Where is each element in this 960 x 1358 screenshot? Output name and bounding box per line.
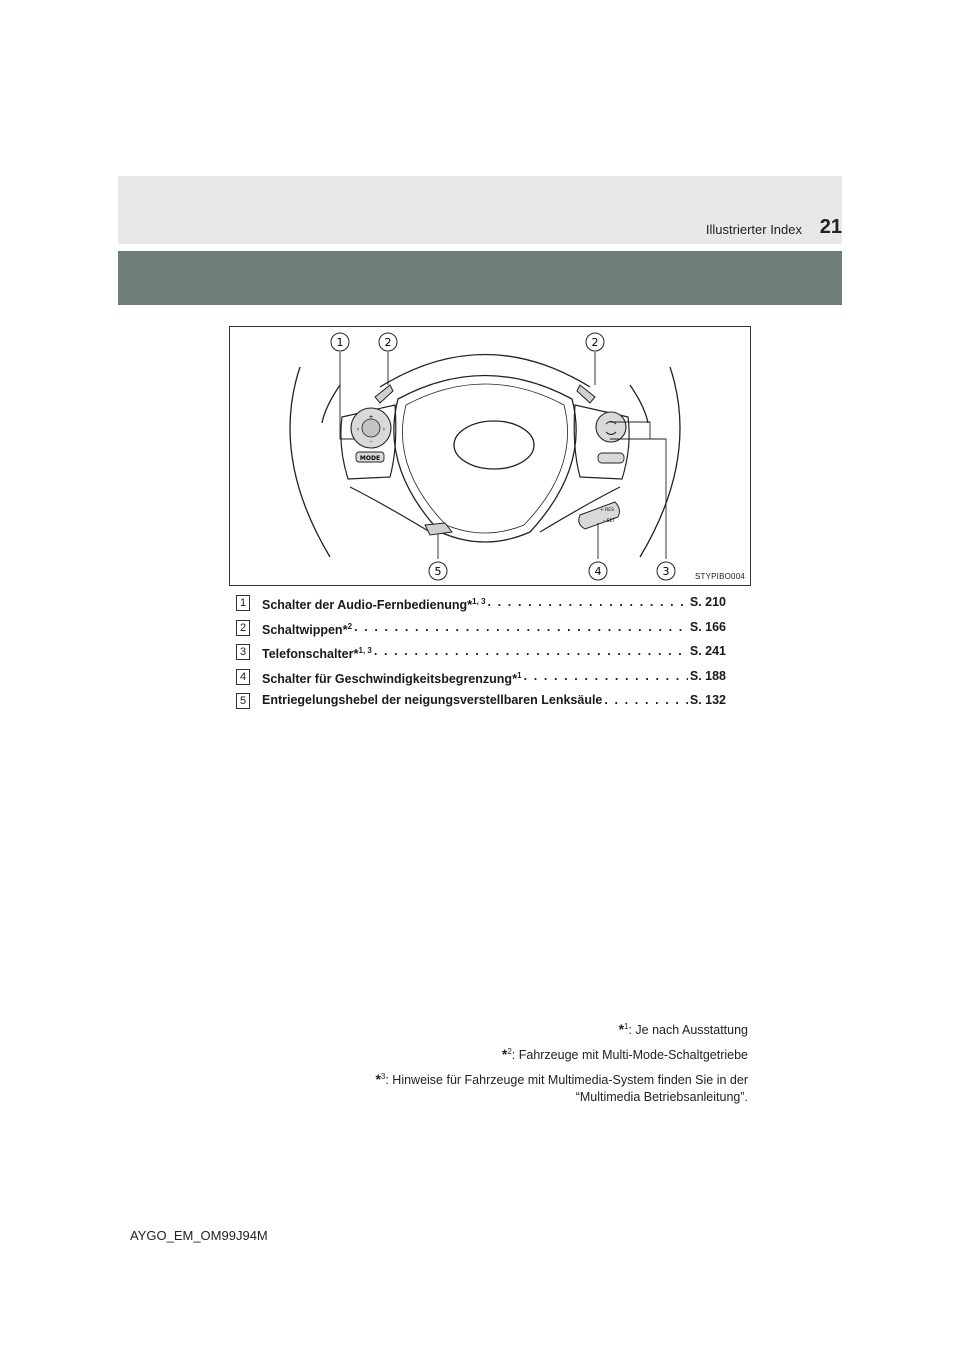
svg-text:3: 3 [662,565,670,578]
svg-text:2: 2 [591,336,599,349]
item-label: Schaltwippen [262,622,343,637]
figure-code: STYPIBO004 [694,572,745,581]
item-number: 5 [236,693,250,709]
callout-3 [657,562,675,580]
footnote-1: *$^1$: Je nach Ausstattung [618,1021,748,1038]
steering-wheel-illustration [230,327,750,585]
footnote-star: * [342,621,348,637]
list-item [236,668,726,693]
item-list [236,594,726,717]
section-title: Illustrierter Index [705,222,802,237]
svg-text:4: 4 [594,565,602,578]
leader-dots [524,668,688,687]
res-label: + RES [599,508,615,513]
set-label: – SET [602,519,616,524]
page-reference[interactable]: S. 166 [689,619,726,634]
footnotes [375,1018,748,1110]
footnote-star: * [467,597,473,613]
leader-dots [488,594,688,613]
item-number: 2 [236,620,250,636]
svg-text:+: + [368,414,374,421]
footnote-ref: 2 [347,621,353,631]
svg-text:2: 2 [384,336,392,349]
footnote-star: * [353,646,359,662]
leader-dots [354,619,688,638]
item-number: 1 [236,595,250,611]
callout-5 [429,562,447,580]
mode-button-label: MODE [359,455,381,462]
page-reference[interactable]: S. 188 [689,668,726,683]
svg-text:5: 5 [434,565,442,578]
list-item [236,594,726,619]
leader-dots [374,643,688,662]
footnote-2: *$^2$: Fahrzeuge mit Multi-Mode-Schaltgetriebe [501,1046,748,1063]
footnote-ref: 1, 3 [358,646,372,655]
svg-text:‹: ‹ [356,426,360,433]
item-label: Schalter der Audio-Fernbedienung [262,598,468,613]
list-item [236,643,726,668]
list-item [236,692,726,717]
callout-2-right [586,333,604,351]
page-number: 21 [819,216,842,238]
callout-1 [331,333,349,351]
callout-4 [589,562,607,580]
item-number: 3 [236,644,250,660]
page-reference[interactable]: S. 241 [689,644,726,658]
item-label: Telefonschalter [262,647,354,662]
list-item [236,619,726,644]
svg-text:›: › [382,426,386,433]
footnote-star: * [512,670,518,686]
svg-text:–: – [369,438,373,445]
page-reference[interactable]: S. 210 [689,595,726,609]
item-label: Entriegelungshebel der neigungsverstellbaren Lenksäule [262,693,603,707]
steering-wheel-figure [229,326,751,586]
footnote-3: *$^3$: Hinweise für Fahrzeuge mit Multimedia-System finden Sie in der “Multimedia Betriebsanleitung”. [375,1071,748,1105]
item-label: Schalter für Geschwindigkeitsbegrenzung [262,671,513,686]
callout-2-left [379,333,397,351]
document-code: AYGO_EM_OM99J94M [130,1228,268,1243]
footnote-ref: 1, 3 [472,597,486,606]
page-reference[interactable]: S. 132 [689,693,726,707]
header-band [118,251,842,305]
leader-dots [604,692,687,708]
footnote-ref: 1 [517,670,522,680]
svg-text:1: 1 [336,336,344,349]
item-number: 4 [236,669,250,685]
